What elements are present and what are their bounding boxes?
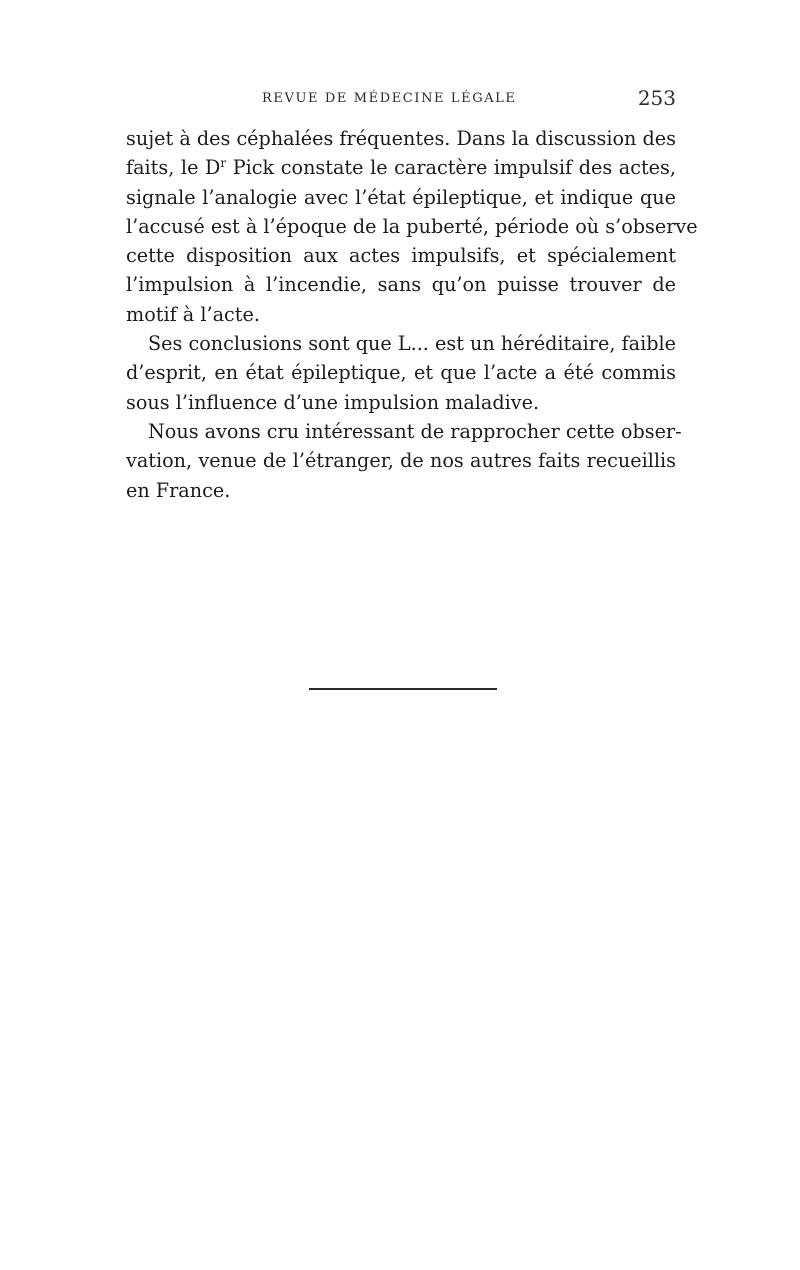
- text-line: signale l’analogie avec l’état épileptique, et indique que: [126, 185, 676, 209]
- text-line: sujet à des céphalées fréquentes. Dans la discussion des: [126, 127, 677, 150]
- text-line: Ses conclusions sont que L... est un héréditaire, faible: [148, 332, 676, 356]
- text-line: l’accusé est à l’époque de la puberté, période où s’observe: [126, 214, 698, 238]
- text-line: cette disposition aux actes impulsifs, et spécialement: [126, 244, 676, 268]
- page-number: 253: [637, 86, 676, 110]
- text-line: Nous avons cru intéressant de rapprocher cette obser-: [148, 419, 682, 443]
- text-line: vation, venue de l’étranger, de nos autres faits recueillis: [126, 449, 676, 473]
- running-head: REVUE DE MÉDECINE LÉGALE: [262, 91, 517, 106]
- text-line: d’esprit, en état épileptique, et que l’acte a été commis: [126, 361, 676, 385]
- text-fragment: Pick constate le caractère impulsif des actes,: [226, 156, 676, 180]
- section-rule: [309, 688, 497, 690]
- text-line: en France.: [126, 478, 231, 502]
- superscript: r: [220, 156, 227, 171]
- text-line: sous l’influence d’une impulsion maladive.: [126, 390, 540, 414]
- text-body: [126, 124, 698, 505]
- text-line: motif à l’acte.: [126, 302, 260, 326]
- text-line: l’impulsion à l’incendie, sans qu’on puisse trouver de: [126, 273, 676, 297]
- text-line: [126, 153, 676, 182]
- text-fragment: faits, le D: [126, 156, 221, 180]
